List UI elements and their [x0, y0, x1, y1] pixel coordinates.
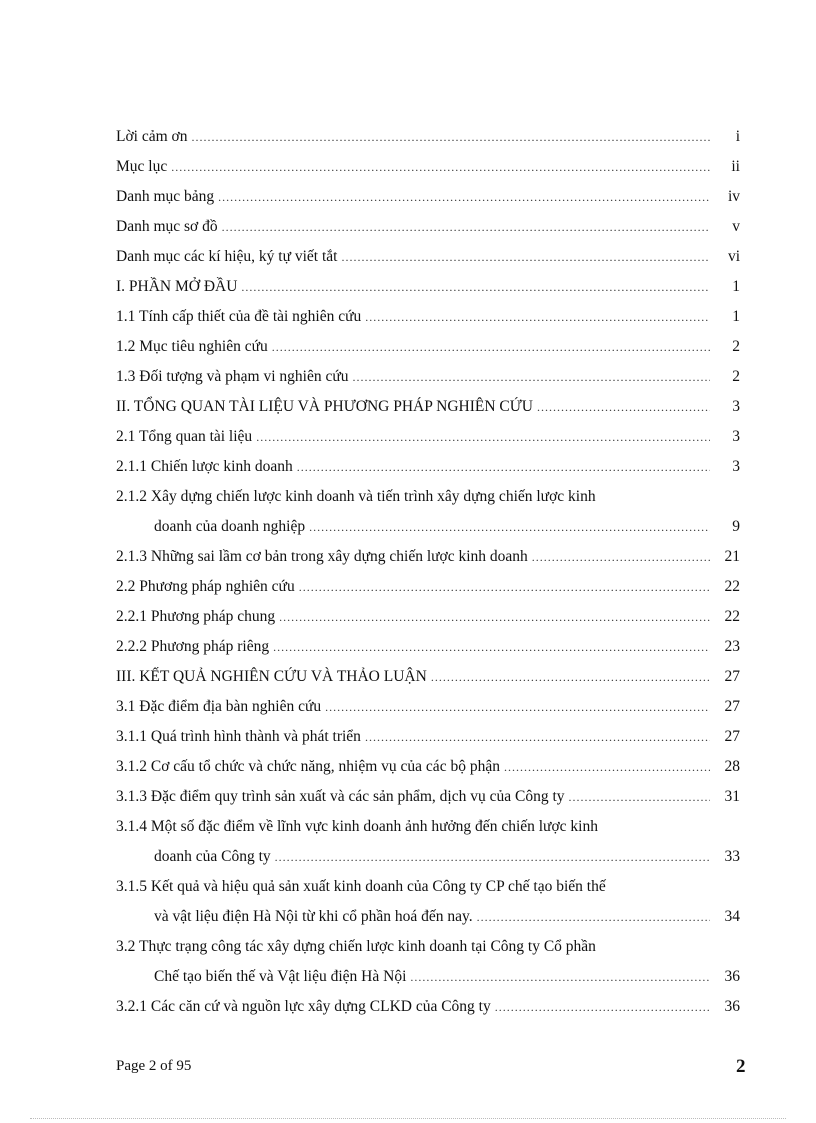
toc-entry	[116, 362, 740, 392]
toc-entry	[116, 242, 740, 272]
toc-entry	[116, 332, 740, 362]
toc-entry-page: 1	[732, 278, 740, 295]
toc-entry-continuation: doanh của doanh nghiệp	[154, 518, 306, 535]
toc-entry-page: 28	[724, 758, 740, 775]
toc-entry-title: 3.1.1 Quá trình hình thành và phát triển	[116, 728, 361, 745]
toc-entry	[116, 872, 740, 932]
toc-entry-page: 22	[724, 578, 740, 595]
toc-entry	[116, 782, 740, 812]
toc-entry-page: 3	[732, 428, 740, 445]
toc-entry-page: 2	[732, 368, 740, 385]
toc-entry-continuation: doanh của Công ty	[154, 848, 271, 865]
toc-entry-page: 3	[732, 398, 740, 415]
toc-entry	[116, 752, 740, 782]
toc-entry	[116, 182, 740, 212]
toc-entry-page: 27	[724, 728, 740, 745]
table-of-contents	[116, 122, 740, 1022]
toc-entry	[116, 662, 740, 692]
toc-entry	[116, 482, 740, 542]
toc-entry	[116, 272, 740, 302]
toc-entry-title: 3.1.5 Kết quả và hiệu quả sản xuất kinh doanh của Công ty CP chế tạo biến thế	[116, 878, 606, 895]
toc-entry	[116, 812, 740, 872]
toc-entry	[116, 152, 740, 182]
toc-entry-title: 1.1 Tính cấp thiết của đề tài nghiên cứu	[116, 308, 362, 325]
toc-entry-title: 2.1.3 Những sai lầm cơ bản trong xây dựng chiến lược kinh doanh	[116, 548, 528, 565]
toc-entry-title: Danh mục sơ đồ	[116, 218, 218, 235]
toc-entry-page: 9	[732, 518, 740, 535]
toc-entry-title: 2.1.2 Xây dựng chiến lược kinh doanh và tiến trình xây dựng chiến lược kinh	[116, 488, 596, 505]
toc-entry-page: 36	[724, 998, 740, 1015]
footer-page-label: Page 2 of 95	[116, 1058, 192, 1074]
toc-entry-title: 2.1 Tổng quan tài liệu	[116, 428, 253, 445]
toc-entry-title: 2.2 Phương pháp nghiên cứu	[116, 578, 295, 595]
toc-entry-page: 21	[724, 548, 740, 565]
toc-entry	[116, 542, 740, 572]
toc-entry-page: 3	[732, 458, 740, 475]
toc-entry-title: Mục lục	[116, 158, 168, 175]
toc-entry	[116, 572, 740, 602]
toc-entry-title: 3.1.2 Cơ cấu tổ chức và chức năng, nhiệm vụ của các bộ phận	[116, 758, 500, 775]
toc-entry-page: vi	[727, 248, 740, 265]
toc-entry-continuation: và vật liệu điện Hà Nội từ khi cổ phần hoá đến nay.	[154, 908, 473, 925]
toc-entry-page: i	[735, 128, 740, 145]
toc-entry	[116, 692, 740, 722]
toc-entry-page: 33	[724, 848, 740, 865]
toc-entry-page: 2	[732, 338, 740, 355]
toc-entry-title: II. TỔNG QUAN TÀI LIỆU VÀ PHƯƠNG PHÁP NGHIÊN CỨU	[116, 398, 533, 415]
toc-entry	[116, 932, 740, 992]
toc-entry-page: 1	[732, 308, 740, 325]
toc-entry-title: 3.2.1 Các căn cứ và nguồn lực xây dựng CLKD của Công ty	[116, 998, 491, 1015]
toc-entry-title: 2.2.1 Phương pháp chung	[116, 608, 276, 625]
toc-entry-page: 27	[724, 698, 740, 715]
toc-entry-title: I. PHẦN MỞ ĐẦU	[116, 278, 238, 295]
toc-entry-title: 3.1.3 Đặc điểm quy trình sản xuất và các sản phẩm, dịch vụ của Công ty	[116, 788, 565, 805]
toc-entry-continuation: Chế tạo biến thế và Vật liệu điện Hà Nội	[154, 968, 407, 985]
toc-entry-title: 2.2.2 Phương pháp riêng	[116, 638, 270, 655]
toc-entry-page: 27	[724, 668, 740, 685]
toc-entry-page: 31	[724, 788, 740, 805]
toc-entry-title: 3.1 Đặc điểm địa bàn nghiên cứu	[116, 698, 322, 715]
toc-entry-title: III. KẾT QUẢ NGHIÊN CỨU VÀ THẢO LUẬN	[116, 668, 427, 685]
toc-entry-title: 3.2 Thực trạng công tác xây dựng chiến lược kinh doanh tại Công ty Cổ phần	[116, 938, 596, 955]
toc-entry	[116, 422, 740, 452]
toc-entry	[116, 122, 740, 152]
toc-entry-page: 36	[724, 968, 740, 985]
toc-entry-page: 34	[724, 908, 740, 925]
toc-entry-page: ii	[731, 158, 740, 175]
toc-entry-page: v	[732, 218, 740, 235]
toc-entry-title: Danh mục bảng	[116, 188, 215, 205]
toc-entry-title: 2.1.1 Chiến lược kinh doanh	[116, 458, 293, 475]
toc-entry	[116, 212, 740, 242]
toc-entry-page: iv	[727, 188, 740, 205]
toc-entry-title: Lời cảm ơn	[116, 128, 188, 145]
toc-entry	[116, 722, 740, 752]
footer-page-number: 2	[736, 1056, 746, 1077]
toc-entry	[116, 632, 740, 662]
toc-entry-title: Danh mục các kí hiệu, ký tự viết tắt	[116, 248, 338, 265]
toc-entry-title: 1.2 Mục tiêu nghiên cứu	[116, 338, 268, 355]
toc-entry-title: 3.1.4 Một số đặc điểm về lĩnh vực kinh doanh ảnh hưởng đến chiến lược kinh	[116, 818, 598, 835]
toc-entry	[116, 392, 740, 422]
toc-entry	[116, 452, 740, 482]
toc-entry	[116, 602, 740, 632]
toc-entry	[116, 992, 740, 1022]
toc-entry-page: 22	[724, 608, 740, 625]
toc-entry-page: 23	[724, 638, 740, 655]
page-bottom-divider	[30, 1118, 786, 1119]
toc-entry	[116, 302, 740, 332]
toc-entry-title: 1.3 Đối tượng và phạm vi nghiên cứu	[116, 368, 349, 385]
